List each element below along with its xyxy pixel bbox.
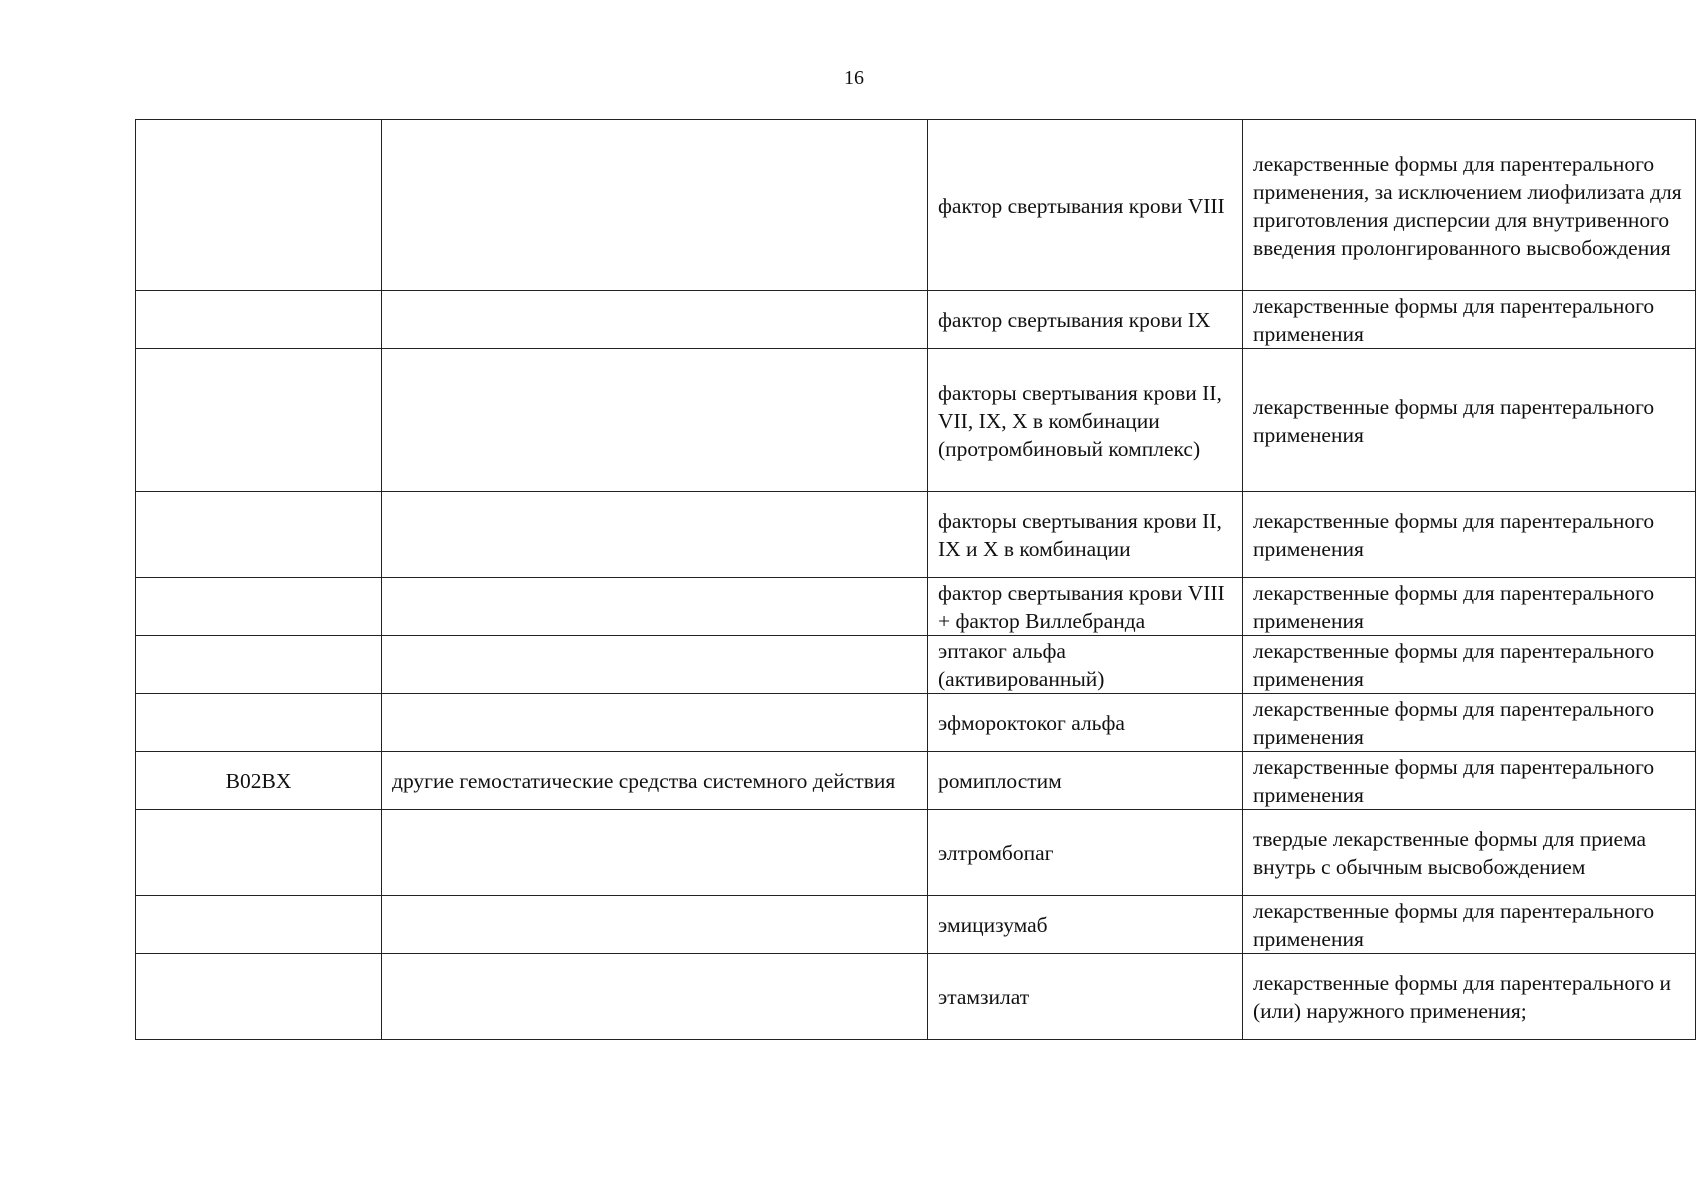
dosage-form-cell: лекарственные формы для парентерального применения bbox=[1243, 291, 1696, 349]
dosage-form-cell: твердые лекарственные формы для приема внутрь с обычным высвобождением bbox=[1243, 810, 1696, 896]
substance-name-cell: эмицизумаб bbox=[928, 896, 1243, 954]
substance-name-cell: эфмороктоког альфа bbox=[928, 694, 1243, 752]
table-row bbox=[136, 752, 1696, 810]
substance-name-cell: этамзилат bbox=[928, 954, 1243, 1040]
table-row bbox=[136, 492, 1696, 578]
atc-code-cell bbox=[136, 492, 382, 578]
table-row bbox=[136, 120, 1696, 291]
table-row bbox=[136, 636, 1696, 694]
dosage-form-cell: лекарственные формы для парентерального применения bbox=[1243, 492, 1696, 578]
substance-name-cell: фактор свертывания крови VIII + фактор Виллебранда bbox=[928, 578, 1243, 636]
atc-code-cell bbox=[136, 896, 382, 954]
dosage-form-cell: лекарственные формы для парентерального применения bbox=[1243, 636, 1696, 694]
atc-code-cell bbox=[136, 291, 382, 349]
page-number: 16 bbox=[844, 67, 864, 89]
substance-name-cell: фактор свертывания крови VIII bbox=[928, 120, 1243, 291]
dosage-form-cell: лекарственные формы для парентерального применения bbox=[1243, 752, 1696, 810]
group-name-cell: другие гемостатические средства системного действия bbox=[382, 752, 928, 810]
atc-code-cell bbox=[136, 120, 382, 291]
dosage-form-cell: лекарственные формы для парентерального и (или) наружного применения; bbox=[1243, 954, 1696, 1040]
group-name-cell bbox=[382, 810, 928, 896]
atc-code-cell bbox=[136, 349, 382, 492]
table-row bbox=[136, 896, 1696, 954]
table-row bbox=[136, 810, 1696, 896]
table-row bbox=[136, 291, 1696, 349]
atc-code-cell bbox=[136, 954, 382, 1040]
group-name-cell bbox=[382, 120, 928, 291]
substance-name-cell: ромиплостим bbox=[928, 752, 1243, 810]
table-row bbox=[136, 578, 1696, 636]
group-name-cell bbox=[382, 492, 928, 578]
group-name-cell bbox=[382, 578, 928, 636]
substance-name-cell: фактор свертывания крови IX bbox=[928, 291, 1243, 349]
substance-name-cell: факторы свертывания крови II, IX и X в комбинации bbox=[928, 492, 1243, 578]
dosage-form-cell: лекарственные формы для парентерального применения bbox=[1243, 578, 1696, 636]
atc-code-cell bbox=[136, 636, 382, 694]
atc-code-cell bbox=[136, 810, 382, 896]
atc-code-cell bbox=[136, 578, 382, 636]
dosage-form-cell: лекарственные формы для парентерального применения bbox=[1243, 896, 1696, 954]
group-name-cell bbox=[382, 954, 928, 1040]
group-name-cell bbox=[382, 291, 928, 349]
atc-code-cell: B02BX bbox=[136, 752, 382, 810]
group-name-cell bbox=[382, 896, 928, 954]
substance-name-cell: факторы свертывания крови II, VII, IX, X в комбинации (протромбиновый комплекс) bbox=[928, 349, 1243, 492]
drug-table bbox=[135, 119, 1696, 1040]
substance-name-cell: эптаког альфа (активированный) bbox=[928, 636, 1243, 694]
group-name-cell bbox=[382, 636, 928, 694]
group-name-cell bbox=[382, 694, 928, 752]
group-name-cell bbox=[382, 349, 928, 492]
dosage-form-cell: лекарственные формы для парентерального применения bbox=[1243, 694, 1696, 752]
dosage-form-cell: лекарственные формы для парентерального применения, за исключением лиофилизата для приготовления дисперсии для внутривенного введения пролонгированного высвобождения bbox=[1243, 120, 1696, 291]
substance-name-cell: элтромбопаг bbox=[928, 810, 1243, 896]
table-row bbox=[136, 954, 1696, 1040]
table-row bbox=[136, 349, 1696, 492]
atc-code-cell bbox=[136, 694, 382, 752]
table-row bbox=[136, 694, 1696, 752]
dosage-form-cell: лекарственные формы для парентерального применения bbox=[1243, 349, 1696, 492]
